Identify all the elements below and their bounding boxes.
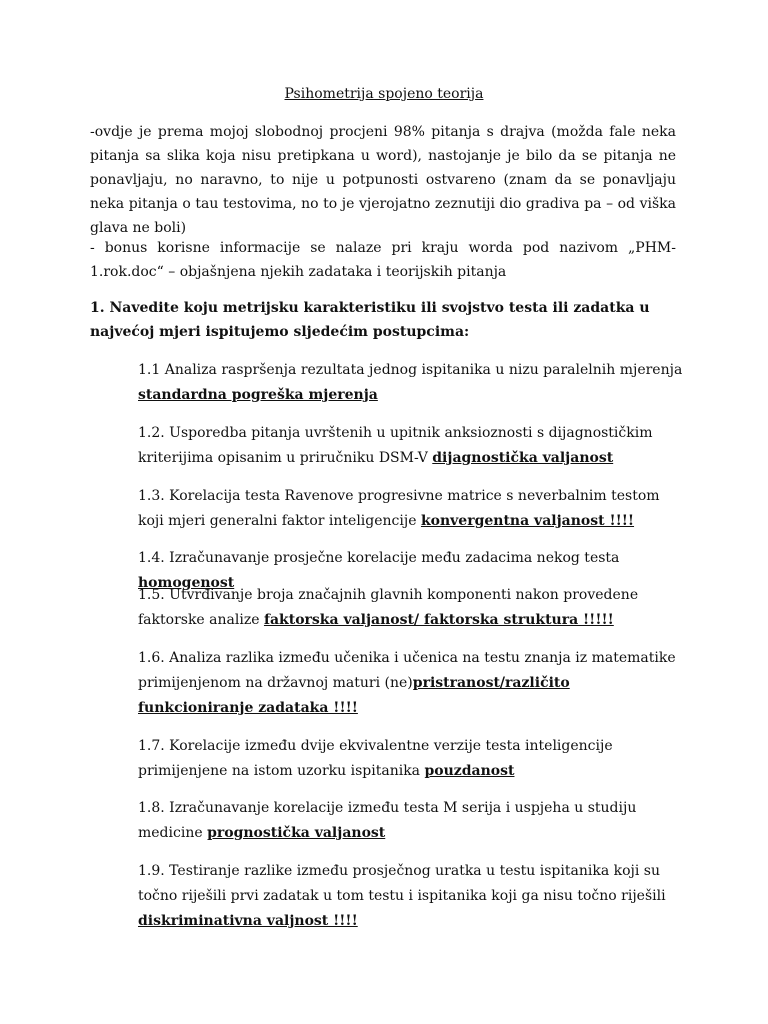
item-text: 1.8. Izračunavanje korelacije između testa M serija i uspjeha u studiju medicine (138, 800, 637, 841)
list-item (138, 358, 686, 408)
question-heading: 1. Navedite koju metrijsku karakteristiku ili svojstvo testa ili zadatka u najvećoj mjeri ispitujemo sljedećim postupcima: (90, 300, 650, 340)
list-item (138, 484, 686, 534)
item-answer: konvergentna valjanost !!!! (420, 513, 635, 529)
item-answer: diskriminativna valjnost !!!! (138, 913, 358, 929)
item-answer: pristranost/različito funkcioniranje zadataka !!!! (138, 675, 570, 716)
item-text: 1.9. Testiranje razlike između prosječnog uratka u testu ispitanika koji su točno riješili prvi zadatak u tom testu i ispitanika koji ga nisu točno riješili (138, 863, 666, 904)
item-text: 1.2. Usporedba pitanja uvrštenih u upitnik anksioznosti s dijagnostičkim kriterijima opisanim u priručniku DSM-V (138, 425, 653, 466)
item-text: 1.4. Izračunavanje prosječne korelacije među zadacima nekog testa (138, 550, 620, 566)
item-text: 1.1 Analiza raspršenja rezultata jednog ispitanika u nizu paralelnih mjerenja (138, 362, 683, 378)
item-text: 1.7. Korelacije između dvije ekvivalentne verzije testa inteligencije primijenjene na istom uzorku ispitanika (138, 738, 613, 779)
list-item (138, 734, 686, 784)
item-answer: dijagnostička valjanost (432, 450, 614, 466)
item-answer: prognostička valjanost (207, 825, 386, 841)
item-text: 1.3. Korelacija testa Ravenove progresivne matrice s neverbalnim testom koji mjeri generalni faktor inteligencije (138, 488, 660, 529)
item-text: 1.5. Utvrđivanje broja značajnih glavnih komponenti nakon provedene faktorske analize (138, 587, 639, 628)
document-title: Psihometrija spojeno teorija (284, 86, 484, 102)
bonus-paragraph: - bonus korisne informacije se nalaze pri kraju worda pod nazivom „PHM-1.rok.doc“ – objašnjena njekih zadataka i teorijskih pitanja (90, 240, 676, 280)
list-item (138, 421, 686, 471)
item-answer: standardna pogreška mjerenja (138, 387, 378, 403)
list-item (138, 646, 686, 721)
item-answer: homogenost (138, 575, 235, 591)
item-text: 1.6. Analiza razlika između učenika i učenica na testu znanja iz matematike primijenjenom na državnoj maturi (ne) (138, 650, 676, 691)
intro-paragraph: -ovdje je prema mojoj slobodnoj procjeni 98% pitanja s drajva (možda fale neka pitanja sa slika koja nisu pretipkana u word), nastojanje je bilo da se pitanja ne ponavljaju, no naravno, to nije u potpunosti ostvareno (znam da se ponavljaju neka pitanja o tau testovima, no to je vjerojatno zeznutiji dio gradiva pa – od viška glava ne boli) (90, 124, 676, 236)
item-answer: faktorska valjanost/ faktorska struktura !!!!! (263, 612, 614, 628)
list-item (138, 796, 686, 846)
list-item (138, 583, 686, 633)
list-item (138, 859, 686, 934)
item-answer: pouzdanost (424, 763, 515, 779)
